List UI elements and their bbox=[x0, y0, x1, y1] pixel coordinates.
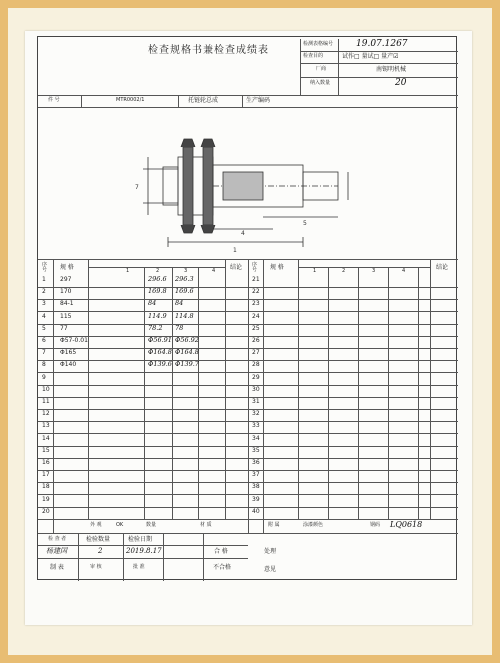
row-number: 38 bbox=[252, 483, 260, 491]
row-value-2: Φ164.8 bbox=[175, 348, 199, 357]
table-row bbox=[248, 373, 458, 386]
row-spec: Φ57-0.01 bbox=[60, 337, 88, 344]
right-spec-header: 规 格 bbox=[270, 264, 284, 271]
left-seq-header: 序号 bbox=[42, 262, 48, 273]
row-value-1: Φ164.8 bbox=[148, 348, 172, 357]
table-row bbox=[38, 421, 248, 434]
row-number: 6 bbox=[42, 337, 46, 344]
fail-label: 不合格 bbox=[213, 564, 232, 571]
table-row bbox=[248, 507, 458, 520]
svg-text:1: 1 bbox=[233, 247, 237, 252]
inspector-label: 检 查 者 bbox=[48, 536, 67, 542]
row-number: 14 bbox=[42, 434, 50, 442]
part-number-label: 件 号 bbox=[48, 97, 60, 103]
table-row bbox=[248, 495, 458, 508]
row-number: 17 bbox=[42, 471, 50, 479]
report-no-value: 19.07.1267 bbox=[356, 39, 408, 49]
rule bbox=[38, 107, 458, 108]
opinion-label: 意见 bbox=[264, 566, 277, 573]
row-number: 39 bbox=[252, 495, 260, 503]
row-number: 31 bbox=[252, 398, 260, 405]
table-row bbox=[248, 360, 458, 373]
rule bbox=[38, 545, 248, 546]
maker-label: 制 表 bbox=[50, 564, 64, 571]
row-number: 9 bbox=[42, 373, 46, 381]
purpose-value: 试作□ 量试□ 量产☑ bbox=[342, 53, 399, 60]
row-number: 29 bbox=[252, 373, 260, 381]
rule bbox=[38, 558, 248, 559]
form-title: 检查规格书兼检查成绩表 bbox=[148, 45, 269, 56]
table-row bbox=[38, 397, 248, 410]
row-number: 34 bbox=[252, 434, 260, 442]
row-number: 4 bbox=[42, 312, 46, 320]
appearance-value: OK bbox=[116, 522, 124, 528]
table-row bbox=[248, 385, 458, 398]
row-value-2: 84 bbox=[175, 299, 184, 308]
left-spec-header: 规 格 bbox=[60, 264, 74, 271]
row-number: 2 bbox=[42, 288, 46, 296]
left-col4-header: 4 bbox=[212, 268, 216, 274]
svg-text:5: 5 bbox=[303, 220, 307, 227]
header-rule bbox=[300, 77, 458, 78]
table-row bbox=[248, 324, 458, 337]
table-row bbox=[38, 507, 248, 520]
row-value-1: 84 bbox=[148, 299, 157, 308]
purpose-label: 检查目的 bbox=[303, 53, 324, 59]
table-row bbox=[38, 360, 248, 373]
inspection-date-label: 检验日期 bbox=[128, 536, 153, 543]
row-number: 33 bbox=[252, 422, 260, 430]
row-spec: 115 bbox=[60, 312, 72, 320]
table-row bbox=[38, 458, 248, 471]
row-value-2: 296.3 bbox=[175, 275, 194, 283]
table-row bbox=[248, 434, 458, 447]
vendor-value: 南锡明机械 bbox=[376, 66, 407, 73]
row-number: 36 bbox=[252, 459, 260, 466]
table-row bbox=[248, 397, 458, 410]
table-row bbox=[248, 312, 458, 325]
quantity-value: 20 bbox=[395, 78, 407, 88]
row-number: 1 bbox=[42, 276, 46, 283]
paint-color-label: 涂漆颜色 bbox=[303, 522, 324, 528]
table-row bbox=[248, 275, 458, 288]
attached-label: 附 属 bbox=[268, 522, 280, 528]
row-value-1: 78.2 bbox=[148, 323, 163, 332]
right-result-header: 结论 bbox=[436, 264, 449, 271]
row-number: 18 bbox=[42, 483, 50, 491]
right-col3-header: 3 bbox=[372, 268, 376, 274]
inspection-form bbox=[37, 36, 457, 580]
row-value-1: Φ139.6 bbox=[148, 360, 172, 369]
steel-code-value: LQ0618 bbox=[390, 520, 423, 529]
table-row bbox=[248, 336, 458, 349]
table-row bbox=[38, 482, 248, 495]
svg-text:7: 7 bbox=[135, 184, 139, 191]
report-no-label: 检测表格编号 bbox=[303, 41, 334, 47]
header-divider bbox=[338, 39, 339, 95]
row-value-2: Φ56.92 bbox=[175, 336, 199, 344]
part-drawing bbox=[123, 117, 353, 252]
table-row bbox=[248, 470, 458, 483]
row-value-1: 114.9 bbox=[148, 311, 167, 320]
left-col3-header: 3 bbox=[184, 268, 188, 274]
row-number: 25 bbox=[252, 324, 260, 332]
right-seq-header: 序号 bbox=[252, 262, 258, 273]
row-spec: Φ165 bbox=[60, 349, 77, 357]
row-number: 22 bbox=[252, 288, 260, 296]
row-number: 11 bbox=[42, 398, 50, 405]
table-row bbox=[248, 348, 458, 361]
row-number: 10 bbox=[42, 385, 50, 393]
inspector-value: 杨建国 bbox=[46, 547, 67, 555]
row-number: 23 bbox=[252, 300, 260, 308]
row-number: 8 bbox=[42, 361, 46, 369]
rule bbox=[38, 95, 458, 96]
left-result-header: 结论 bbox=[230, 264, 243, 271]
left-col1-header: 1 bbox=[126, 268, 130, 274]
rule bbox=[242, 95, 243, 107]
approve-label: 批 准 bbox=[133, 564, 145, 570]
header-rule bbox=[300, 63, 458, 64]
row-number: 30 bbox=[252, 385, 260, 393]
material-label: 材 质 bbox=[200, 522, 212, 528]
row-value-1: Φ56.91 bbox=[148, 336, 172, 344]
row-value-1: 169.8 bbox=[148, 287, 167, 296]
left-col2-header: 2 bbox=[156, 268, 160, 274]
table-row bbox=[248, 287, 458, 300]
row-number: 13 bbox=[42, 422, 50, 430]
count-footer-label: 数量 bbox=[146, 522, 157, 528]
rule bbox=[88, 267, 225, 268]
rule bbox=[78, 533, 79, 581]
table-row bbox=[38, 385, 248, 398]
row-number: 27 bbox=[252, 349, 260, 357]
row-number: 37 bbox=[252, 471, 260, 479]
inspection-count-label: 检验数量 bbox=[86, 536, 111, 543]
appearance-label: 外 观 bbox=[90, 522, 102, 528]
table-row bbox=[38, 373, 248, 386]
row-number: 5 bbox=[42, 324, 46, 332]
row-value-2: 114.8 bbox=[175, 311, 194, 320]
row-number: 24 bbox=[252, 312, 260, 320]
row-value-1: 296.6 bbox=[148, 275, 167, 283]
row-number: 21 bbox=[252, 276, 260, 283]
table-row bbox=[38, 495, 248, 508]
row-number: 15 bbox=[42, 446, 50, 454]
right-col2-header: 2 bbox=[342, 268, 346, 274]
table-row bbox=[38, 312, 248, 325]
table-row bbox=[248, 421, 458, 434]
row-number: 19 bbox=[42, 495, 50, 503]
row-number: 3 bbox=[42, 300, 46, 308]
right-col4-header: 4 bbox=[402, 268, 406, 274]
process-label: 处理 bbox=[264, 548, 277, 555]
production-code-label: 生产编码 bbox=[246, 97, 271, 104]
right-table-rows bbox=[248, 275, 458, 535]
right-col1-header: 1 bbox=[313, 268, 317, 274]
row-spec: Φ140 bbox=[60, 361, 77, 369]
part-number-value: MTR0002/1 bbox=[116, 97, 145, 103]
row-number: 35 bbox=[252, 446, 260, 454]
row-number: 12 bbox=[42, 410, 50, 418]
row-value-2: 169.6 bbox=[175, 287, 194, 296]
row-number: 16 bbox=[42, 459, 50, 466]
pass-label: 合 格 bbox=[214, 548, 228, 555]
rule bbox=[163, 533, 164, 581]
row-spec: 170 bbox=[60, 288, 72, 296]
row-spec: 297 bbox=[60, 276, 72, 283]
row-value-2: Φ139.7 bbox=[175, 360, 199, 369]
rule bbox=[178, 95, 179, 107]
table-row bbox=[38, 446, 248, 459]
row-number: 28 bbox=[252, 361, 260, 369]
row-spec: 77 bbox=[60, 324, 68, 332]
table-row bbox=[248, 458, 458, 471]
left-table-rows bbox=[38, 275, 248, 535]
table-row bbox=[248, 446, 458, 459]
inspection-count-value: 2 bbox=[98, 547, 103, 555]
table-row bbox=[248, 409, 458, 422]
quantity-label: 纳入数量 bbox=[310, 80, 331, 86]
row-number: 20 bbox=[42, 507, 50, 515]
rule bbox=[81, 95, 82, 107]
vendor-label: 厂商 bbox=[316, 66, 327, 72]
table-row bbox=[248, 482, 458, 495]
row-number: 7 bbox=[42, 349, 46, 357]
row-number: 40 bbox=[252, 507, 260, 515]
svg-text:4: 4 bbox=[241, 230, 245, 237]
table-row bbox=[38, 434, 248, 447]
table-row bbox=[248, 299, 458, 312]
row-spec: 84-1 bbox=[60, 300, 74, 308]
row-number: 32 bbox=[252, 410, 260, 418]
row-number: 26 bbox=[252, 337, 260, 344]
inspection-date-value: 2019.8.17 bbox=[126, 547, 162, 555]
rule bbox=[38, 533, 458, 534]
header-rule bbox=[300, 51, 458, 52]
rule bbox=[298, 267, 430, 268]
header-divider bbox=[300, 39, 301, 95]
review-label: 审 核 bbox=[90, 564, 102, 570]
row-value-2: 78 bbox=[175, 323, 184, 332]
table-row bbox=[38, 470, 248, 483]
rule bbox=[203, 533, 204, 581]
table-row bbox=[38, 409, 248, 422]
steel-code-label: 钢码 bbox=[370, 522, 381, 528]
part-name-value: 托链轮总成 bbox=[188, 97, 219, 104]
rule bbox=[123, 533, 124, 581]
